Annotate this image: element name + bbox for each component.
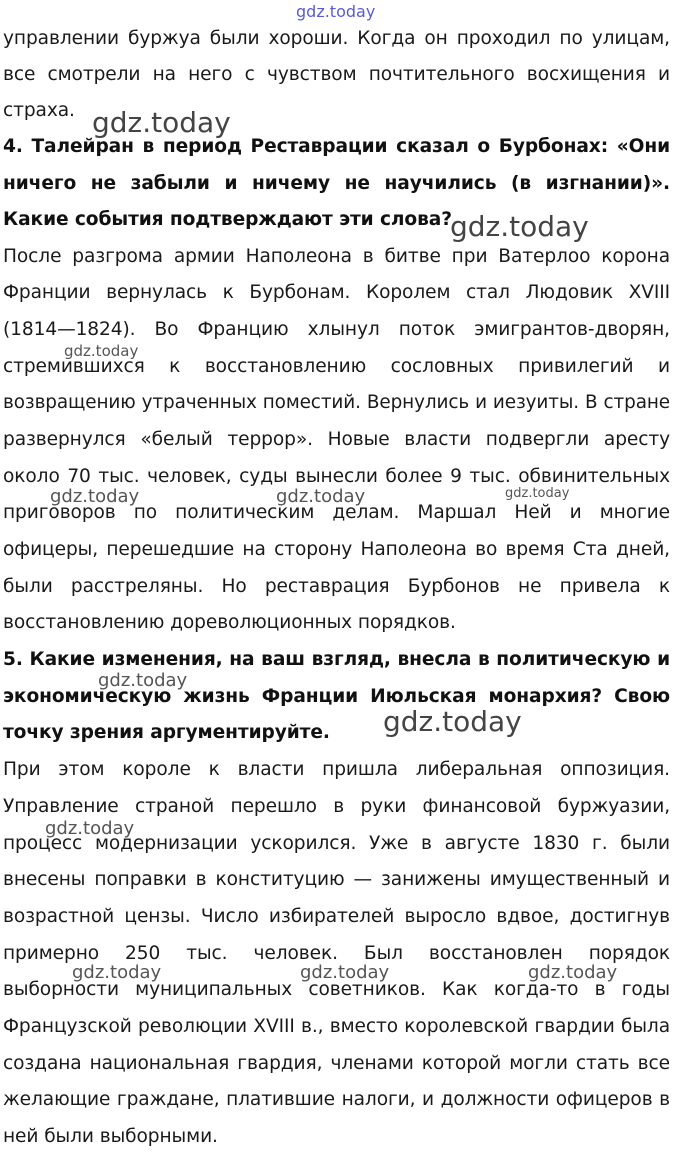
text-line: (1814—1824). Во Францию хлынул поток эмигрантов-дворян, [3, 319, 670, 340]
text-line: выборности муниципальных советников. Как когда-то в годы [3, 979, 670, 1000]
question-heading: ничего не забыли и ничему не научились (в изгнании)». [3, 173, 670, 194]
text-line: Франции вернулась к Бурбонам. Королем стал Людовик XVIII [3, 282, 670, 303]
watermark: gdz.today [92, 106, 231, 139]
text-line: страха. [3, 100, 75, 121]
watermark: gdz.today [98, 670, 188, 691]
watermark: gdz.today [383, 705, 522, 738]
watermark: gdz.today [450, 210, 589, 243]
text-line: Управление страной перешло в руки финансовой буржуазии, [3, 796, 670, 817]
text-line: Французской революции XVIII в., вместо королевской гвардии была [3, 1016, 670, 1037]
watermark: gdz.today [64, 342, 139, 360]
watermark: gdz.today [50, 486, 140, 507]
text-line: внесены поправки в конституцию — занижены имущественный и [3, 869, 670, 890]
text-line: После разгрома армии Наполеона в битве при Ватерлоо корона [3, 246, 670, 267]
watermark: gdz.today [528, 962, 618, 983]
text-line: управлении буржуа были хороши. Когда он проходил по улицам, [3, 28, 670, 49]
text-line: возвращению утраченных поместий. Вернулись и иезуиты. В стране [3, 392, 670, 413]
watermark: gdz.today [72, 962, 162, 983]
watermark: gdz.today [300, 962, 390, 983]
text-line: около 70 тыс. человек, суды вынесли более 9 тыс. обвинительных [3, 466, 670, 487]
text-line: офицеры, перешедшие на сторону Наполеона во время Ста дней, [3, 539, 670, 560]
text-line: ней были выборными. [3, 1126, 218, 1147]
watermark: gdz.today [296, 2, 376, 21]
text-line: все смотрели на него с чувством почтительного восхищения и [3, 64, 670, 85]
watermark: gdz.today [505, 486, 570, 501]
text-line: При этом короле к власти пришла либеральная оппозиция. [3, 759, 670, 780]
question-heading: 4. Талейран в период Реставрации сказал о Бурбонах: «Они [3, 136, 670, 157]
question-heading: 5. Какие изменения, на ваш взгляд, внесла в политическую и [3, 649, 670, 670]
text-line: желающие граждане, платившие налоги, и должности офицеров в [3, 1089, 670, 1110]
text-line: примерно 250 тыс. человек. Был восстановлен порядок [3, 943, 670, 964]
text-line: стремившихся к восстановлению сословных привилегий и [3, 356, 670, 377]
text-line: создана национальная гвардия, членами которой могли стать все [3, 1053, 670, 1074]
text-line: были расстреляны. Но реставрация Бурбонов не привела к [3, 576, 670, 597]
question-heading: точку зрения аргументируйте. [3, 722, 330, 743]
watermark: gdz.today [45, 818, 135, 839]
text-line: развернулся «белый террор». Новые власти подвергли аресту [3, 429, 670, 450]
text-line: возрастной цензы. Число избирателей выросло вдвое, достигнув [3, 906, 670, 927]
text-line: восстановлению дореволюционных порядков. [3, 612, 456, 633]
text-line: процесс модернизации ускорился. Уже в августе 1830 г. были [3, 833, 670, 854]
watermark: gdz.today [276, 486, 366, 507]
question-heading: Какие события подтверждают эти слова? [3, 209, 452, 230]
text-line: приговоров по политическим делам. Маршал Ней и многие [3, 502, 670, 523]
question-heading: экономическую жизнь Франции Июльская монархия? Свою [3, 686, 670, 707]
